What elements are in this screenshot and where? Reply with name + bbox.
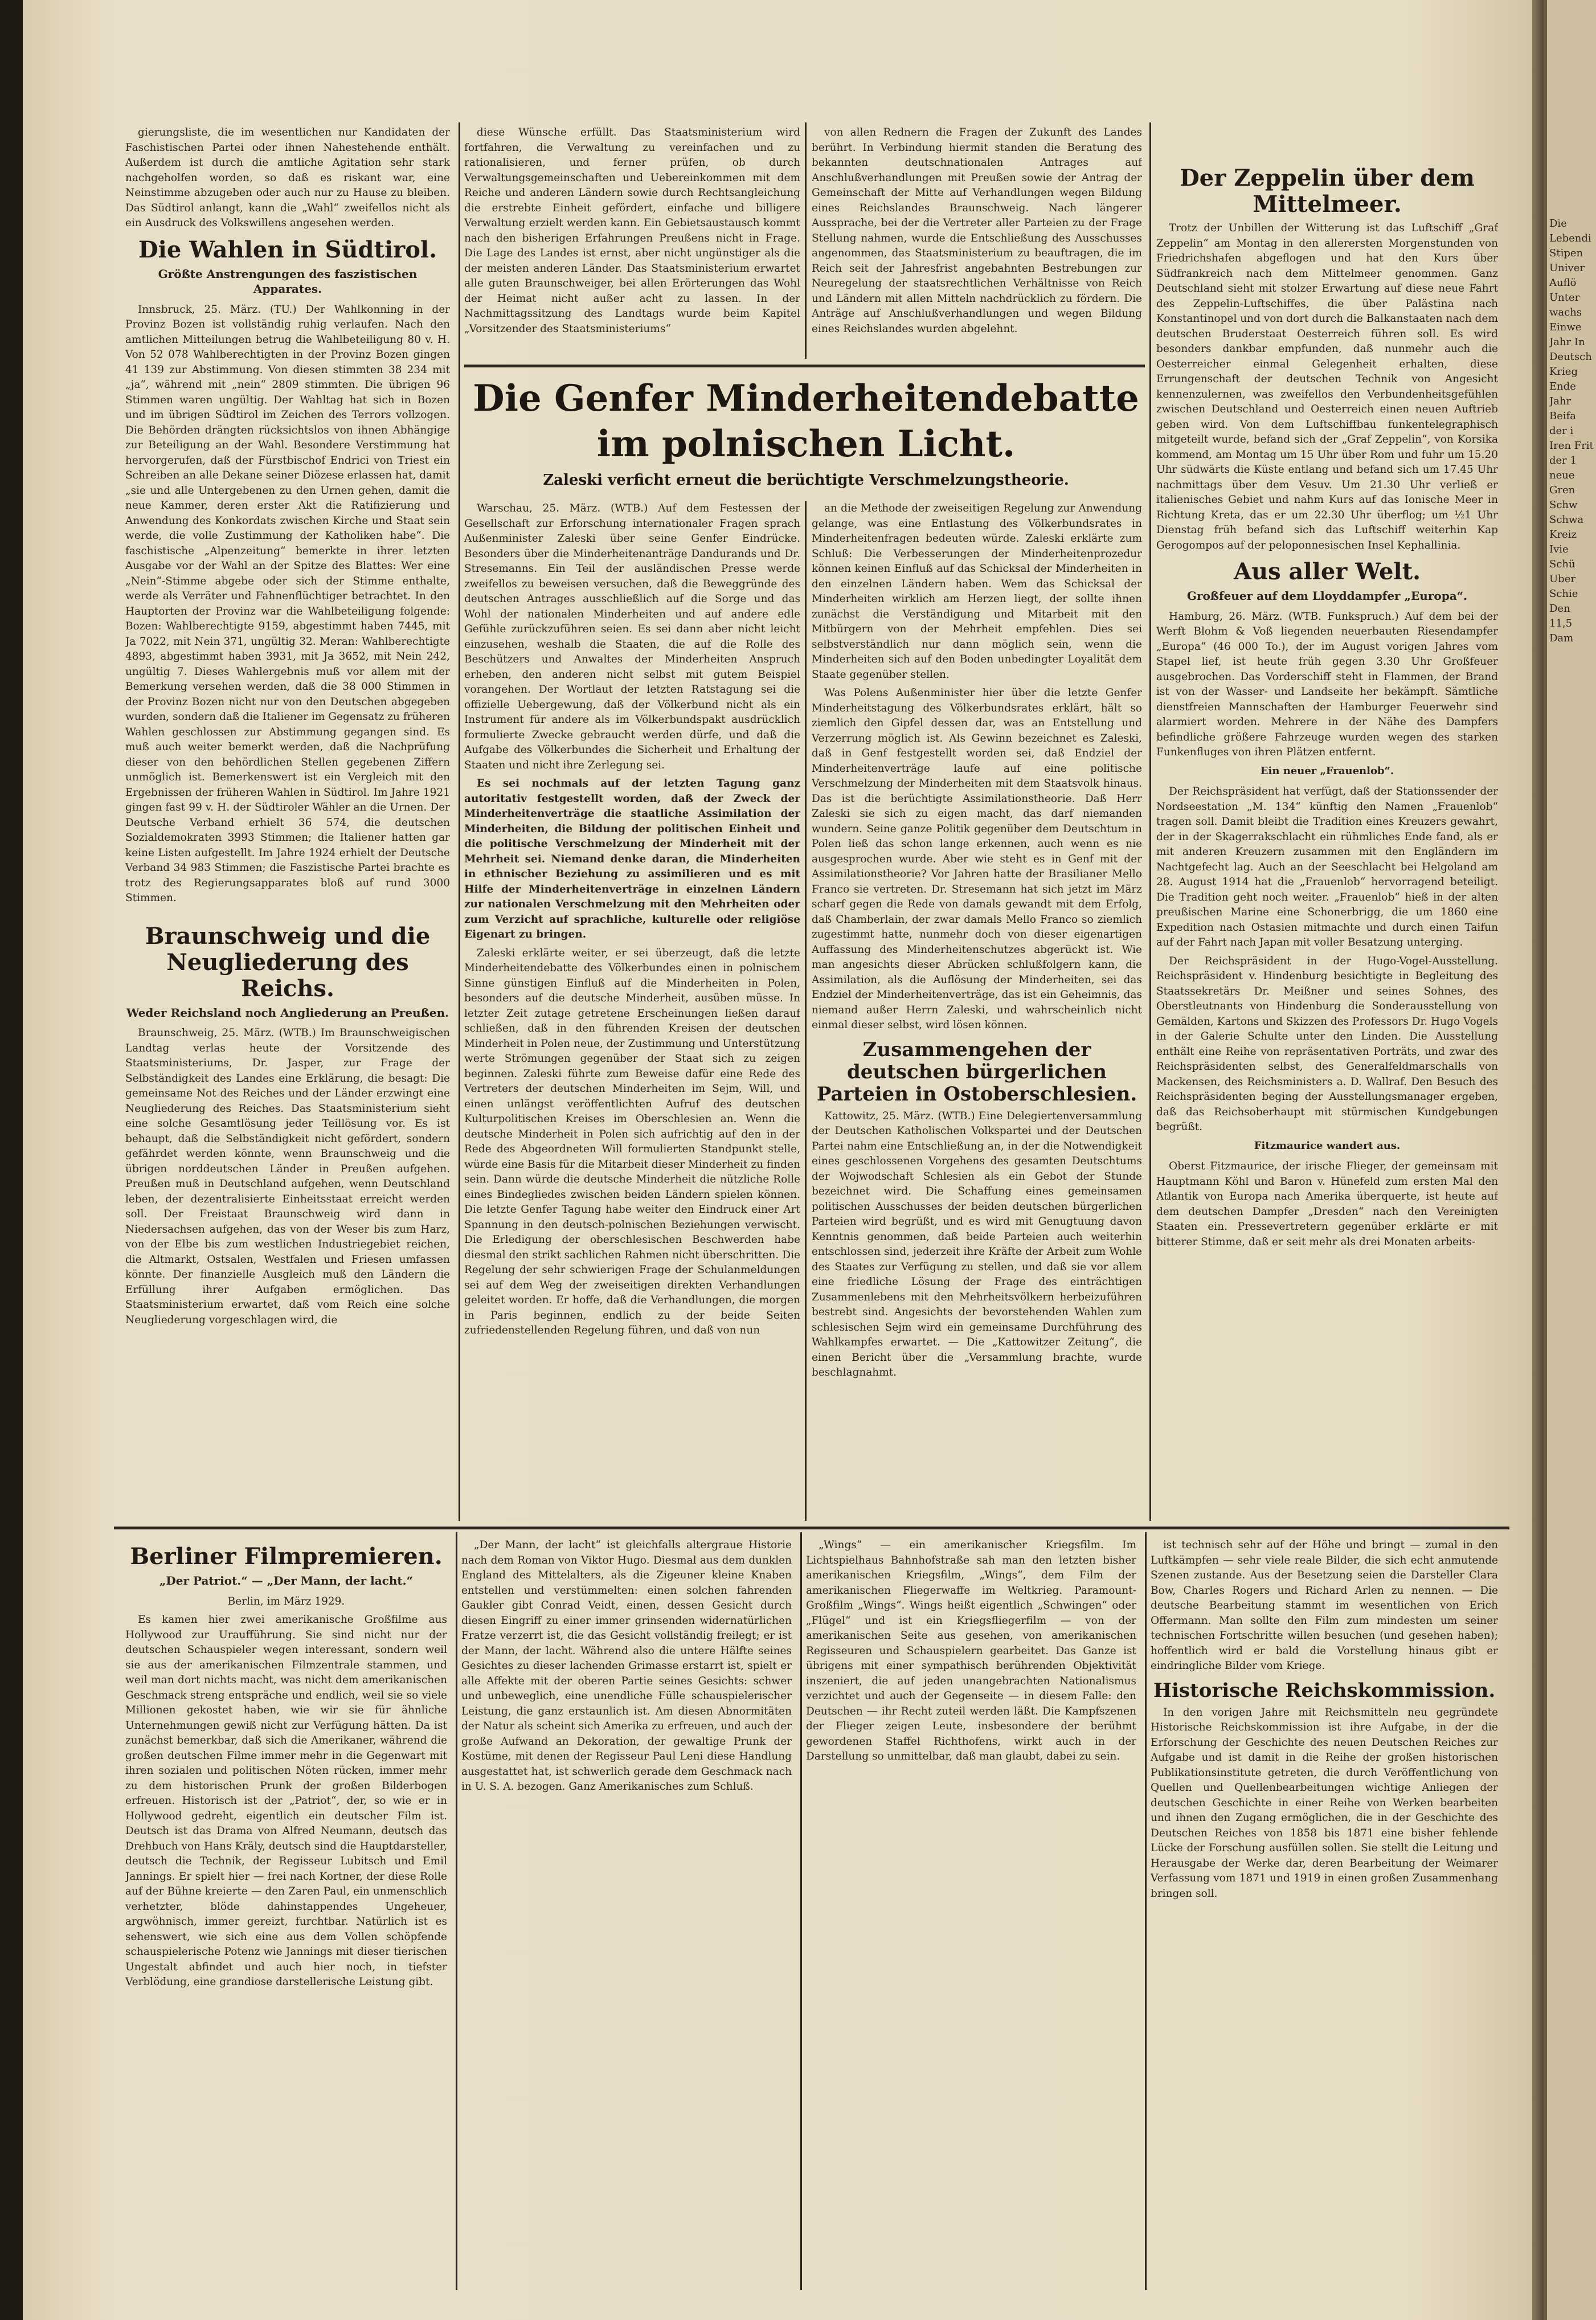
article-braunschweig: Braunschweig, 25. März. (WTB.) Im Braunschweigischen Landtag verlas heute der Vorsitzende des Staatsministeriums, Dr. Jasper, zur Frage der Selbständigkeit des Landes eine Erklärung, die besagt: Die gemeinsame Not des Reiches und der Länder erzwingt eine Neugliederung des Reiches. Das Staatsministerium sieht eine solche Gesamtlösung jeder Teillösung vor. Es ist behaupt, daß die Selbständigkeit nicht gefördert, sondern gefährdet werden könnte, wenn Braunschweig und die übrigen norddeutschen Länder in Preußen aufgehen. Preußen muß in Deutschland aufgehen, wenn Deutschland leben, der dezentralisierte Einheitsstaat erreicht werden soll. Der Freistaat Braunschweig wird dann in Niedersachsen aufgehen, das von der Weser bis zum Harz, von der Elbe bis zum westlichen Industriegebiet reichen, die Altmarkt, Ostsalen, Westfalen und Friesen umfassen könnte. Der finanzielle Ausgleich muß den Ländern die Erfüllung ihrer Aufgaben ermöglichen. Das Staatsministerium erwartet, daß vom Reich eine solche Neugliederung vorgeschlagen wird, die <box>125 1027 450 1326</box>
column-rule-1 <box>459 122 460 1521</box>
genf-text-a3: Zaleski erklärte weiter, er sei überzeugt, daß die letzte Minderheitendebatte des Völkerbundes einen in polnischem Sinne günstigen Einfluß auf die Minderheiten in Polen, besonders auf die deutsche Minderheit, ausüben müsse. In letzter Zeit zutage getretene Erscheinungen ließen darauf schließen, daß in den führenden Kreisen der deutschen Minderheit in Polen neue, der Zustimmung und Unterstützung werte Strömungen gegenüber der Staat sich zu zeigen beginnen. Zaleski führte zum Beweise dafür eine Rede des Vertreters der deutschen Minderheiten im Sejm, Will, und einen unlängst veröffentlichten Aufruf des deutschen Kulturpolitischen Kreises im Oberschlesien an. Wenn die deutsche Minderheit in Polen sich aufrichtig auf den in der Rede des Abgeordneten Will formulierten Standpunkt stelle, würde eine Basis für die Mitarbeit dieser Minderheit zu finden sein. Dann würde die deutsche Minderheit die nützliche Rolle eines Bindegliedes zwischen beiden Ländern spielen können. Die letzte Genfer Tagung habe weiter den Eindruck einer Art Spannung in den deutsch-polnischen Beziehungen verwischt. Die Erledigung der oberschlesischen Beschwerden habe diesmal den strikt sachlichen Rahmen nicht überschritten. Die Regelung der sehr schwierigen Frage der Schulanmeldungen sei auf dem Weg der zweiseitigen direkten Verhandlungen geleitet worden. Er hoffe, daß die Verhandlungen, die morgen in Paris beginnen, endlich zu der beide Seiten zufriedenstellenden Regelung führen, und daß von nun <box>464 947 800 1336</box>
subhead-wahlen-suedtirol: Größte Anstrengungen des faszistischen Apparates. <box>158 267 418 296</box>
main-headline-block <box>467 376 1145 489</box>
headline-ostoberschlesien: Zusammengehen der deutschen bürgerlichen Parteien in Ostoberschlesien. <box>816 1038 1137 1106</box>
subhead-filmpremieren: „Der Patriot.“ — „Der Mann, der lacht.“ <box>159 1574 414 1587</box>
article-wahlen-suedtirol: Innsbruck, 25. März. (TU.) Der Wahlkonning in der Provinz Bozen ist vollständig ruhig verlaufen. Nach den amtlichen Mitteilungen betrug die Wahlbeteiligung 80 v. H. Von 52 078 Wahlberechtigten in der Provinz Bozen gingen 41 139 zur Abstimmung. Von diesen stimmten 38 234 mit „ja“, während mit „nein“ 2809 stimmten. Die übrigen 96 Stimmen waren ungültig. Der Wahltag hat sich in Bozen und im übrigen Südtirol im Zeichen des Terrors vollzogen. Die Behörden drängten rücksichtslos von ihnen Abhängige zur Beteiligung an der Wahl. Besondere Verstimmung hat hervorgerufen, daß der Fürstbischof Endrici von Triest ein Schreiben an alle Dekane seiner Diözese erlassen hat, damit „sie und alle Untergebenen zu den Urnen gehen, damit die neue Kammer, deren erster Akt die Ratifizierung und Anwendung des Konkordats zwischen Kirche und Staat sein werde, die volle Zustimmung der Katholiken habe“. Die faschistische „Alpenzeitung“ bemerkte in ihrer letzten Ausgabe vor der Wahl an der Spitze des Blattes: Wer eine „Nein“-Stimme abgebe oder sich der Stimme enthalte, werde als Verräter und Fahnenflüchtiger betrachtet. In den Hauptorten der Provinz war die Wahlbeteiligung folgende: Bozen: Wahlberechtigte 9159, abgestimmt haben 7445, mit Ja 7022, mit Nein 371, ungültig 32. Meran: Wahlberechtigte 4893, abgestimmt haben 3931, mit Ja 3652, mit Nein 242, ungültig 7. Dieses Wahlergebnis muß vor allem mit der Bemerkung versehen werden, daß die 38 000 Stimmen in der Provinz Bozen nicht nur von den Deutschen abgegeben wurden, sondern daß die Italiener im Gegensatz zu früheren Wahlen geschlossen zur Abstimmung gegangen sind. Es muß auch weiter bemerkt werden, daß die Nachprüfung dieser von den behördlichen Stellen gegebenen Ziffern unmöglich ist. Bemerkenswert ist ein Vergleich mit den Ergebnissen der früheren Wahlen in Südtirol. Im Jahre 1921 gingen fast 99 v. H. der Südtiroler Wähler an die Urnen. Der Deutsche Verband erhielt 36 574, die deutschen Sozialdemokraten 3993 Stimmen; die Italiener hatten gar keine Listen aufgestellt. Im Jahre 1924 erhielt der Deutsche Verband 34 983 Stimmen; die Faszistische Partei brachte es trotz des Regierungsapparates bloß auf rund 3000 Stimmen. <box>125 303 450 904</box>
genf-text-b2: Was Polens Außenminister hier über die letzte Genfer Minderheitstagung des Völkerbundsrates erklärt, hält so ziemlich den Gipfel dessen dar, was an Entstellung und Verzerrung möglich ist. Als Gewinn bezeichnet es Zaleski, daß in Genf festgestellt worden sei, daß Endziel der Minderheitenverträge laufe auf eine politische Verschmelzung der Minderheiten mit dem Staatsvolk hinaus. Das ist die berüchtigte Assimilationstheorie. Daß Herr Zaleski sie sich zu eigen macht, das darf niemanden wundern. Seine ganze Politik gegenüber dem Deutschtum in Polen ließ das schon lange erkennen, auch wenn es nie ausgesprochen wurde. Aber wie steht es in Genf mit der Assimilationstheorie? Vor Jahren hatte der Brasilianer Mello Franco sie vertreten. Dr. Stresemann hat sich jetzt im März scharf gegen die Rede von damals gewandt mit dem Erfolg, daß Chamberlain, der zwar damals Mello Franco so ziemlich zugestimmt hatte, nunmehr doch von dieser eigenartigen Auffassung des Minderheitenschutzes abgerückt ist. Wie man angesichts dieser Abrücken schlußfolgern kann, die Assimilation, als die Auflösung der Minderheiten, sei das Endziel der Minderheitenverträge, das ist ein Geheimnis, das niemand außer Herrn Zaleski, und wahrscheinlich nicht einmal dieser selbst, wird lösen können. <box>812 687 1142 1031</box>
headline-filmpremieren: Berliner Filmpremieren. <box>130 1543 443 1570</box>
headline-zeppelin: Der Zeppelin über dem Mittelmeer. <box>1180 165 1475 218</box>
subhead-frauenlob: Ein neuer „Frauenlob“. <box>1260 764 1394 777</box>
headline-aus-aller-welt: Aus aller Welt. <box>1233 558 1421 585</box>
headline-braunschweig: Braunschweig und die Neugliederung des Reichs. <box>145 922 431 1002</box>
article-patriot: Es kamen hier zwei amerikanische Großfilme aus Hollywood zur Uraufführung. Sie sind nicht nur der deutschen Schauspieler wegen interessant, sondern weil sie aus der amerikanischen Filmzentrale stammen, und weil man dort nichts macht, was nicht dem amerikanischen Geschmack streng entspräche und endlich, weil sie so viele Millionen gekostet haben, wie wir sie für ähnliche Unternehmungen gewiß nicht zur Verfügung hätten. Da ist zunächst bemerkbar, daß sich die Amerikaner, während die großen deutschen Filme immer mehr in die Gegenwart mit ihren sozialen und politischen Nöten rücken, immer mehr zu dem historischen Prunk der großen Bilderbogen erfreuen. Historisch ist der „Patriot“, der, so wie er in Hollywood gedreht, eigentlich ein deutscher Film ist. Deutsch ist das Drama von Alfred Neumann, deutsch das Drehbuch von Hans Kräly, deutsch sind die Hauptdarsteller, deutsch die Technik, der Regisseur Lubitsch und Emil Jannings. Er spielt hier — frei nach Kortner, der diese Rolle auf der Bühne kreierte — den Zaren Paul, ein unmenschlich verhetzter, blöde dahinstappendes Ungeheuer, argwöhnisch, immer gereizt, furchtbar. Natürlich ist es sehenswert, wie sich eine aus dem Vollen schöpfende schauspielerische Potenz wie Jannings mit dieser tierischen Ungestalt abfindet und auch hier noch, in tiefster Verblödung, eine grandiose darstellerische Leistung gibt. <box>125 1614 447 1988</box>
main-headline-line1: Die Genfer Minderheitendebatte <box>473 377 1139 420</box>
column-4-top <box>1156 125 1498 1521</box>
article-frauenlob: Der Reichspräsident hat verfügt, daß der Stationssender der Nordseestation „M. 134“ künftig den Namen „Frauenlob“ tragen soll. Damit bleibt die Tradition eines Kreuzers gewahrt, der in der Skagerrakschlacht ein rühmliches Ende fand, als er mit anderen Kreuzern zusammen mit den Engländern im Nachtgefecht lag. Auch an der Seeschlacht bei Helgoland am 28. August 1914 hat die „Frauenlob“ hervorragend beteiligt. Die Tradition geht noch weiter. „Frauenlob“ hieß in der alten preußischen Marine eine Schonerbrigg, die um 1860 eine Expedition nach Ostasien mitmachte und durch einen Taifun auf der Fahrt nach Japan mit voller Besatzung unterging. <box>1156 785 1498 948</box>
film-column-4 <box>1151 1538 1498 2290</box>
film-rule-3 <box>1145 1532 1147 2290</box>
genf-article-column-a <box>464 501 800 1521</box>
genf-article-column-b <box>812 501 1142 1521</box>
genf-text-a1: Warschau, 25. März. (WTB.) Auf dem Festessen der Gesellschaft zur Erforschung internationaler Fragen sprach Außenminister Zaleski über seine Genfer Eindrücke. Besonders über die Minderheitenanträge Dandurands und Dr. Stresemanns. Ein Teil der ausländischen Presse werde zweifellos zu beweisen versuchen, daß die Beweggründe des deutschen Antrages ausschließlich auf die Sorge und das Wohl der nationalen Minderheiten und auf andere edle Gefühle zurückzuführen seien. Es sei dann aber nicht leicht einzusehen, weshalb die Staaten, die auf die Rolle des Beschützers und Anwaltes der Minderheiten Anspruch erheben, den anderen nicht selbst mit gutem Beispiel vorangehen. Der Wortlaut der letzten Ratstagung sei die offizielle Uebergewung, daß der Völkerbund nicht als ein Instrument für andere als im Völkerbundspakt ausdrücklich formulierte Zwecke gebraucht werden dürfe, und daß die Aufgabe des Völkerbundes die Sicherheit und Erhaltung der Staaten und nicht ihre Zerlegung sei. <box>464 502 800 771</box>
adjacent-page-text-fragment: Die Lebendi Stipen Univer Auflö Unter wachs Einwe Jahr In Deutsch Krieg Ende Jahr Beifa der i Iren Frit der 1 neue Gren Schw Schwa Kreiz Ivie Schü Uber Schie Den 11,5 Dam <box>1549 218 1594 644</box>
main-headline-line2: im polnischen Licht. <box>596 423 1016 465</box>
column-rule-4 <box>1149 122 1151 1521</box>
column-rule-3 <box>805 501 807 1521</box>
column-3-top <box>812 125 1142 359</box>
col1-intro-text: gierungsliste, die im wesentlichen nur Kandidaten der Faschistischen Partei oder ihnen Nahestehende enthält. Außerdem ist durch die amtliche Agitation sehr stark nachgeholfen worden, so daß es riskant war, eine Neinstimme abzugeben oder auch nur zu Hause zu bleiben. Das Südtirol anlangt, kann die „Wahl“ zweifellos nicht als ein Ausdruck des Volkswillens angesehen werden. <box>125 126 450 229</box>
headline-top-rule <box>464 365 1145 367</box>
column-1-top <box>125 125 450 1504</box>
subhead-grossfeuer: Großfeuer auf dem Lloyddampfer „Europa“. <box>1186 589 1468 603</box>
article-mann-der-lacht: „Der Mann, der lacht“ ist gleichfalls altergraue Historie nach dem Roman von Viktor Hugo. Diesmal aus dem dunklen England des Mittelalters, als die Zigeuner kleine Knaben entstellen und verstümmelten: einen solchen fahrenden Gaukler gibt Conrad Veidt, einen, dessen Gesicht durch diesen Eingriff zu einer immer grinsenden widernatürlichen Fratze verzerrt ist, die das Gesicht vollständig freilegt; er ist der Mann, der lacht. Während also die untere Hälfte seines Gesichtes zu dieser lachenden Grimasse erstarrt ist, spielt er alle Affekte mit der oberen Partie seines Gesichts: schwer und unbeweglich, eine unendliche Fülle schauspielerischer Leistung, die ganz erstaunlich ist. Am diesen Abnormitäten der Natur als scheint sich Amerika zu erfreuen, und auch der große Aufwand an Dekoration, der gewaltige Prunk der Kostüme, mit denen der Regisseur Paul Leni diese Handlung ausgestattet hat, ist schwerlich gerade dem Geschmack nach in U. S. A. bezogen. Ganz Amerikanisches zum Schluß. <box>461 1539 792 1793</box>
headline-wahlen-suedtirol: Die Wahlen in Südtirol. <box>138 236 437 263</box>
genf-text-b1: an die Methode der zweiseitigen Regelung zur Anwendung gelange, was eine Entlastung des Völkerbundsrates in Minderheitenfragen bedeuten würde. Zaleski erklärte zum Schluß: Die Verbesserungen der Minderheitenprozedur können keinen Einfluß auf das Schicksal der Minderheiten in den einzelnen Ländern haben. Wem das Schicksal der Minderheiten wirklich am Herzen liegt, der sollte ihnen zunächst die Verständigung und Mitarbeit mit den Mitbürgern von der Mehrheit empfehlen. Dies sei selbstverständlich nur dann möglich sein, wenn die Minderheiten sich auf den Boden unbedingter Loyalität dem Staate gegenüber stellen. <box>812 502 1142 681</box>
article-grossfeuer: Hamburg, 26. März. (WTB. Funkspruch.) Auf dem bei der Werft Blohm & Voß liegenden neuerbauten Riesendampfer „Europa“ (46 000 To.), der im August vorigen Jahres vom Stapel lief, ist heute früh gegen 3.30 Uhr Großfeuer ausgebrochen. Das Vorderschiff steht in Flammen, der Brand ist von der Wasser- und Landseite her bekämpft. Sämtliche dienstfreien Mannschaften der Hamburger Feuerwehr sind alarmiert worden. Mehrere in der Nähe des Dampfers befindliche größere Fahrzeuge wurden wegen des starken Funkenfluges von ihren Plätzen entfernt. <box>1156 610 1498 758</box>
article-wings-end: ist technisch sehr auf der Höhe und bringt — zumal in den Luftkämpfen — sehr viele reale Bilder, die sich echt anmutende Szenen zustande. Aus der Besetzung seien die Darsteller Clara Bow, Charles Rogers und Richard Arlen zu nennen. — Die deutsche Bearbeitung stammt im wesentlichen von Erich Offermann. Man sollte den Film zum mindesten um seiner technischen Fortschritte willen besuchen (und gesehen haben); hoffentlich wird er bald die Vorstellung hinaus gibt er eindringliche Bilder vom Kriege. <box>1151 1539 1498 1672</box>
subhead-braunschweig: Weder Reichsland noch Angliederung an Preußen. <box>126 1005 449 1020</box>
article-fitzmaurice: Oberst Fitzmaurice, der irische Flieger, der gemeinsam mit Hauptmann Köhl und Baron v. Hünefeld zum ersten Mal den Atlantik von Europa nach Amerika überquerte, ist heute auf dem deutschen Dampfer „Dresden“ nach den Vereinigten Staaten ein. Pressevertretern gegenüber erklärte er mit bitterer Stimme, daß er seit mehr als drei Monaten arbeits- <box>1156 1160 1498 1248</box>
headline-reichskommission: Historische Reichskommission. <box>1153 1679 1496 1702</box>
subhead-fitzmaurice: Fitzmaurice wandert aus. <box>1254 1139 1401 1152</box>
film-rule-1 <box>456 1532 457 2290</box>
article-braunschweig-end: von allen Rednern die Fragen der Zukunft des Landes berührt. In Verbindung hiermit standen die Beratung des bekannten deutschnationalen Antrages auf Anschlußverhandlungen mit Preußen sowie der Antrag der Gemeinschaft der Mitte auf Verhandlungen wegen Bildung eines Reichslandes Braunschweig. Nach längerer Aussprache, bei der die Vertreter aller Parteien zu der Frage Stellung nahmen, wurde die Entschließung des Ausschusses angenommen, das Staatsministerium zu beauftragen, die im Reich seit der Jahresfrist angebahnten Bestrebungen zur Neuregelung der staatsrechtlichen Verhältnisse von Reich und Ländern mit allen Mitteln nachdrücklich zu fördern. Die Anträge auf Anschlußverhandlungen und wegen Bildung eines Reichslandes wurden abgelehnt. <box>812 126 1142 335</box>
film-column-3 <box>806 1538 1136 2290</box>
article-hindenburg: Der Reichspräsident in der Hugo-Vogel-Ausstellung. Reichspräsident v. Hindenburg besichtigte in Begleitung des Staatssekretärs Dr. Meißner und seines Sohnes, des Oberstleutnants von Hindenburg die Sonderausstellung von Gemälden, Kartons und Skizzen des Professors Dr. Hugo Vogels in der Galerie Schulte unter den Linden. Die Ausstellung enthält eine Reihe von repräsentativen Porträts, und zwar des Reichspräsidenten selbst, des Generalfeldmarschalls von Mackensen, des Reichsministers a. D. Wallraf. Den Besuch des Reichspräsidenten beging der Ausstellungsmanager ergeben, daß das Reichsoberhaupt mit stürmischen Kundgebungen begrüßt. <box>1156 955 1498 1133</box>
film-column-2 <box>461 1538 792 2290</box>
article-braunschweig-cont: diese Wünsche erfüllt. Das Staatsministerium wird fortfahren, die Verwaltung zu vereinfachen und zu rationalisieren, und ferner prüfen, ob durch Verwaltungsgemeinschaften und Uebereinkommen mit dem Reiche und anderen Ländern sowie durch Rechtsangleichung die erstrebte Einheit gefördert, einfache und billigere Verwaltung erzielt werden kann. Ein Gebietsaustausch kommt nach den bisherigen Erfahrungen Preußens nicht in Frage. Die Lage des Landes ist ernst, aber nicht ungünstiger als die der meisten anderen Länder. Das Staatsministerium erwartet alle guten Braunschweiger, bei allen Erörterungen das Wohl der Heimat nicht außer acht zu lassen. In der Nachmittagssitzung des Landtags wurde beim Kapitel „Vorsitzender des Staatsministeriums“ <box>464 126 800 335</box>
horizontal-section-rule <box>114 1527 1509 1529</box>
film-column-1 <box>125 1538 447 2290</box>
column-2-top <box>464 125 800 359</box>
column-rule-2 <box>805 122 807 359</box>
page-edge-shadow <box>1544 0 1547 2320</box>
article-reichskommission: In den vorigen Jahre mit Reichsmitteln neu gegründete Historische Reichskommission ist ihre Aufgabe, in der die Erforschung der Geschichte des neuen Deutschen Reiches zur Aufgabe und ist damit in die Reihe der großen historischen Publikationsinstitute getreten, die durch Veröffentlichung von Quellen und Quellenbearbeitungen wichtige Anliegen der deutschen Geschichte in einer Reihe von Werken bearbeiten und ihnen den Zugang ermöglichen, die in der Geschichte des Deutschen Reiches von 1858 bis 1871 eine bisher fehlende Lücke der Forschung ausfüllen sollen. Sie stellt die Leitung und Herausgabe der Werke dar, deren Bearbeitung der Weimarer Verfassung vom 1871 und 1919 in einen großen Zusammenhang bringen soll. <box>1151 1706 1498 1900</box>
article-wings: „Wings“ — ein amerikanischer Kriegsfilm. Im Lichtspielhaus Bahnhofstraße sah man den letzten bisher amerikanischen Kriegsfilm, „Wings“, dem Film der amerikanischen Fliegerwaffe im Weltkrieg. Paramount-Großfilm „Wings“. Wings heißt eigentlich „Schwingen“ oder „Flügel“ und ist ein Kriegsfliegerfilm — von der amerikanischen Seite aus gesehen, von amerikanischen Regisseuren und Schauspielern gearbeitet. Das Ganze ist übrigens mit einer sympathisch berührenden Objektivität inszeniert, die auf jeden unangebrachten Nationalismus verzichtet und auch der Gegenseite — in diesem Falle: den Deutschen — ihr Recht zuteil werden läßt. Die Kampfszenen der Flieger zeigen Leute, insbesondere der berühmt gewordenen Staffel Richthofens, wirkt auch in der Darstellung so unmittelbar, daß man glaubt, dabei zu sein. <box>806 1539 1136 1762</box>
film-rule-2 <box>800 1532 802 2290</box>
main-subheadline: Zaleski verficht erneut die berüchtigte Verschmelzungstheorie. <box>543 472 1069 489</box>
article-ostoberschlesien: Kattowitz, 25. März. (WTB.) Eine Delegiertenversammlung der Deutschen Katholischen Volkspartei und der Deutschen Partei nahm eine Entschließung an, in der die Notwendigkeit eines geschlossenen Vorgehens des gesamten Deutschtums der Wojwodschaft Schlesien als ein Gebot der Stunde bezeichnet wird. Die Schaffung eines gemeinsamen politischen Ausschusses der beiden deutschen bürgerlichen Parteien wird begrüßt, und es wird mit Genugtuung davon Kenntnis genommen, daß beide Parteien auch weiterhin entschlossen sind, jederzeit ihre Kräfte der Arbeit zum Wohle des Staates zur Verfügung zu stellen, und daß sie vor allem eine friedliche Lösung der Frage des einträchtigen Zusammenlebens mit den Mehrheitsvölkern herbeizuführen bestrebt sind. Angesichts der bevorstehenden Wahlen zum schlesischen Sejm wird ein gemeinsame Durchführung des Wahlkampfes erwartet. — Die „Kattowitzer Zeitung“, die einen Bericht über die „Versammlung brachte, wurde beschlagnahmt. <box>812 1110 1142 1379</box>
article-zeppelin: Trotz der Unbillen der Witterung ist das Luftschiff „Graf Zeppelin“ am Montag in den allerersten Morgenstunden von Friedrichshafen abgeflogen und hat den Kurs über Südfrankreich nach dem Mittelmeer genommen. Ganz Deutschland sieht mit stolzer Erwartung auf diese neue Fahrt des Zeppelin-Luftschiffes, die über Palästina nach Konstantinopel und von dort durch die Balkanstaaten nach dem deutschen Bruderstaat Oesterreich führen soll. Es wird besonders dankbar empfunden, daß nunmehr auch die Oesterreicher einmal Gelegenheit erhalten, diese Errungenschaft der deutschen Technik von Angesicht kennenzulernen, was zweifellos den Verbundenheitsgefühlen zwischen Deutschland und Oesterreich einen neuen Auftrieb geben wird. Von dem Luftschiffbau funkentelegraphisch mitgeteilt wurde, befand sich der „Graf Zeppelin“, von Korsika kommend, am Montag um 15 Uhr über Rom und fuhr um 15.20 Uhr südwärts die Küste entlang und befand sich um 17.45 Uhr nachmittags über dem Vesuv. Um 21.30 Uhr verließ er italienisches Gebiet und nahm Kurs auf das Ionische Meer in Richtung Kreta, das er um 22.30 Uhr überflog; um ½1 Uhr Dienstag früh befand sich das Luftschiff weiterhin Kap Gerogompos auf der peloponnesischen Insel Kephallinia. <box>1156 222 1498 551</box>
genf-text-a2: Es sei nochmals auf der letzten Tagung ganz autoritativ festgestellt worden, daß der Zweck der Minderheitenverträge die staatliche Assimilation der Minderheiten, die Bildung der politischen Einheit und die politische Verschmelzung der Minderheit mit der Mehrheit sei. Niemand denke daran, die Minderheiten in ethnischer Beziehung zu assimilieren und es mit Hilfe der Minderheitenverträge in einzelnen Ländern zur nationalen Verschmelzung mit den Mehrheiten oder zum Verzicht auf sprachliche, kulturelle oder religiöse Eigenart zu bringen. <box>464 778 800 940</box>
dateline-berlin: Berlin, im März 1929. <box>227 1595 345 1607</box>
